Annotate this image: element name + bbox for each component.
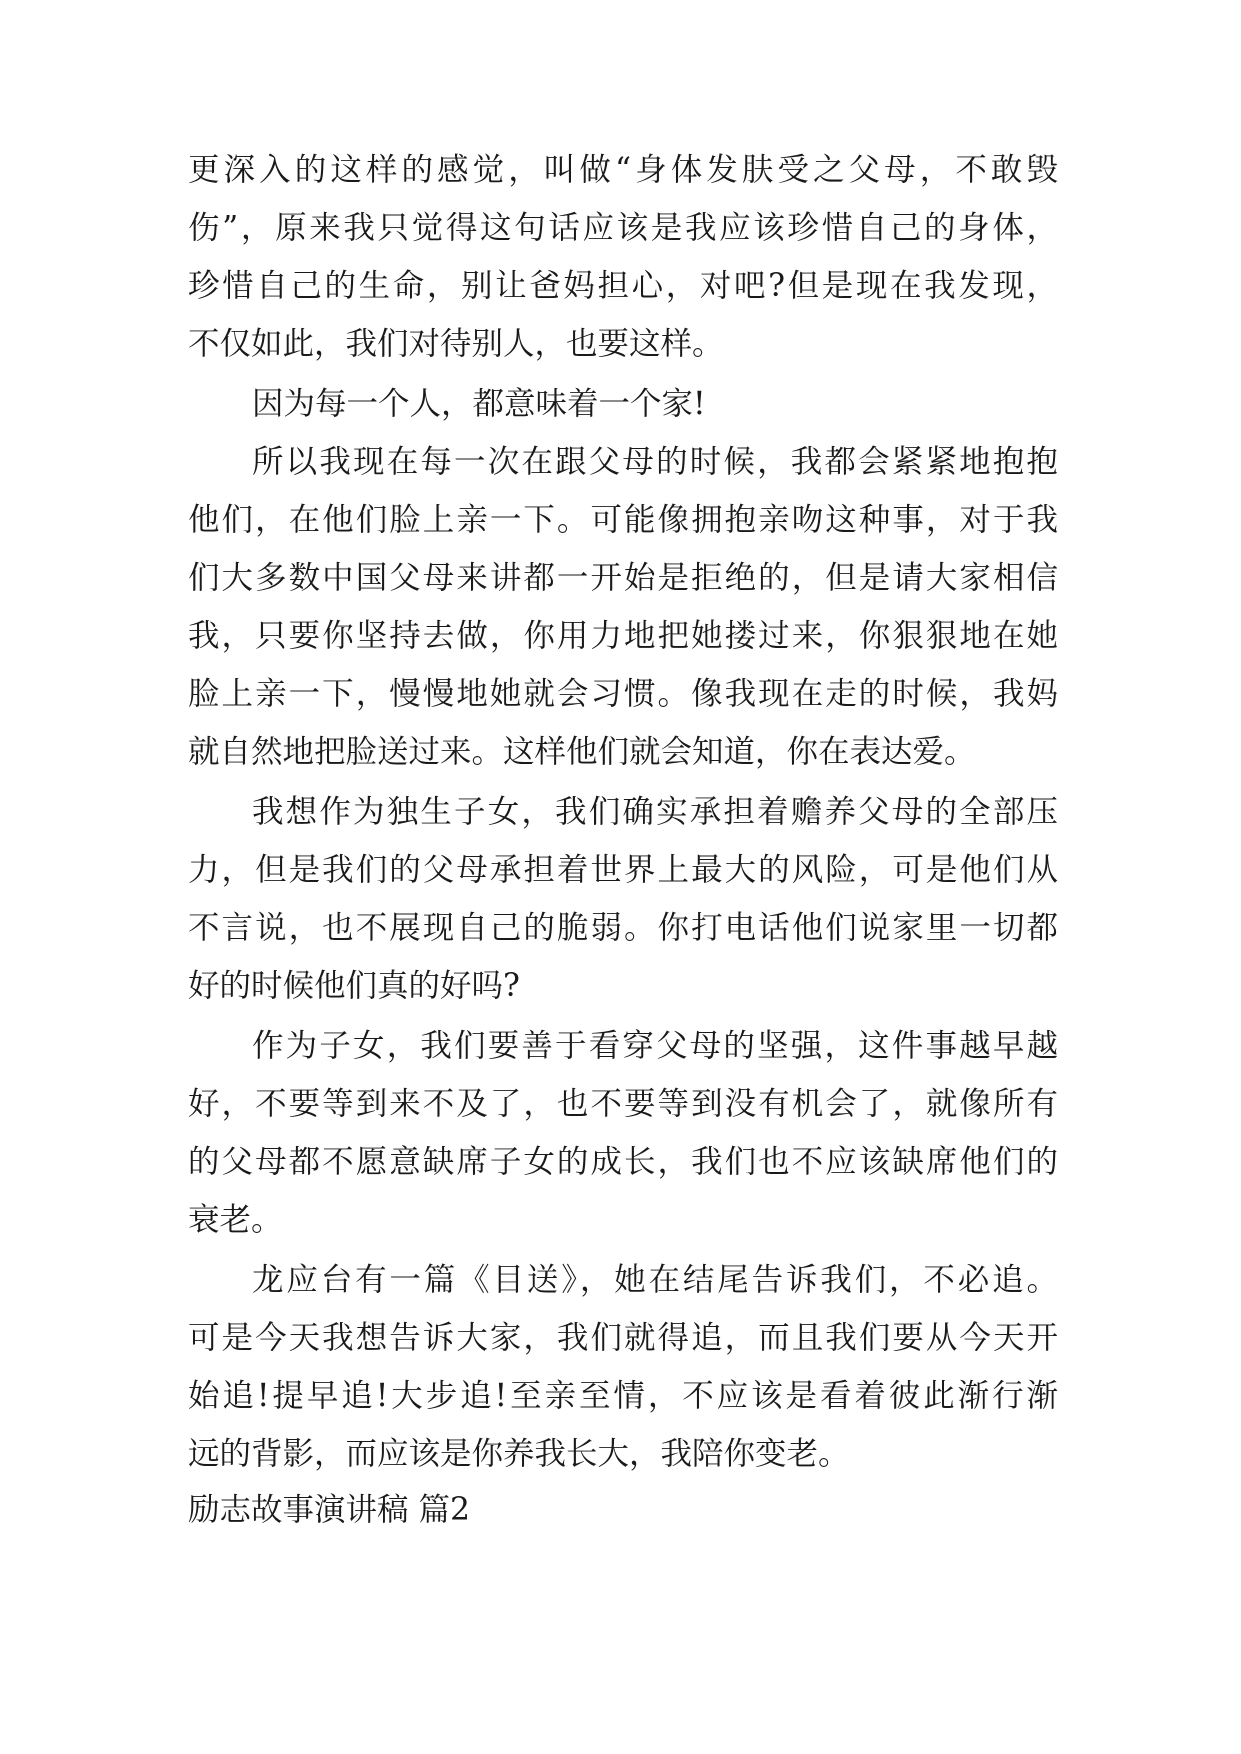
text-line: 就自然地把脸送过来。这样他们就会知道，你在表达爱。 [188,734,976,770]
text-line: 龙应台有一篇《目送》，她在结尾告诉我们，不必追。 [252,1262,1058,1298]
text-line: 他们，在他们脸上亲一下。可能像拥抱亲吻这种事，对于我 [188,502,1058,538]
text-line: 始追!提早追!大步追!至亲至情，不应该是看着彼此渐行渐 [188,1378,1058,1414]
text-line: 脸上亲一下，慢慢地她就会习惯。像我现在走的时候，我妈 [188,676,1058,712]
text-line: 我想作为独生子女，我们确实承担着赡养父母的全部压 [252,794,1058,830]
text-line: 不仅如此，我们对待别人，也要这样。 [188,326,724,362]
text-line: 因为每一个人，都意味着一个家! [252,386,706,422]
text-line: 好，不要等到来不及了，也不要等到没有机会了，就像所有 [188,1086,1058,1122]
text-line: 力，但是我们的父母承担着世界上最大的风险，可是他们从 [188,852,1058,888]
text-line: 我，只要你坚持去做，你用力地把她搂过来，你狠狠地在她 [188,618,1058,654]
text-line: 不言说，也不展现自己的脆弱。你打电话他们说家里一切都 [188,910,1058,946]
text-line: 可是今天我想告诉大家，我们就得追，而且我们要从今天开 [188,1320,1058,1356]
text-line: 们大多数中国父母来讲都一开始是拒绝的，但是请大家相信 [188,560,1058,596]
text-line: 作为子女，我们要善于看穿父母的坚强，这件事越早越 [252,1028,1058,1064]
text-line: 珍惜自己的生命，别让爸妈担心，对吧?但是现在我发现， [188,268,1058,304]
text-line: 好的时候他们真的好吗? [188,968,520,1004]
text-line: 所以我现在每一次在跟父母的时候，我都会紧紧地抱抱 [252,444,1058,480]
section-heading: 励志故事演讲稿 篇2 [188,1492,471,1528]
text-line: 的父母都不愿意缺席子女的成长，我们也不应该缺席他们的 [188,1144,1058,1180]
text-line: 衰老。 [188,1202,283,1238]
text-line: 伤”，原来我只觉得这句话应该是我应该珍惜自己的身体， [188,210,1058,246]
text-line: 远的背影，而应该是你养我长大，我陪你变老。 [188,1436,850,1472]
text-line: 更深入的这样的感觉，叫做“身体发肤受之父母，不敢毁 [188,152,1058,188]
